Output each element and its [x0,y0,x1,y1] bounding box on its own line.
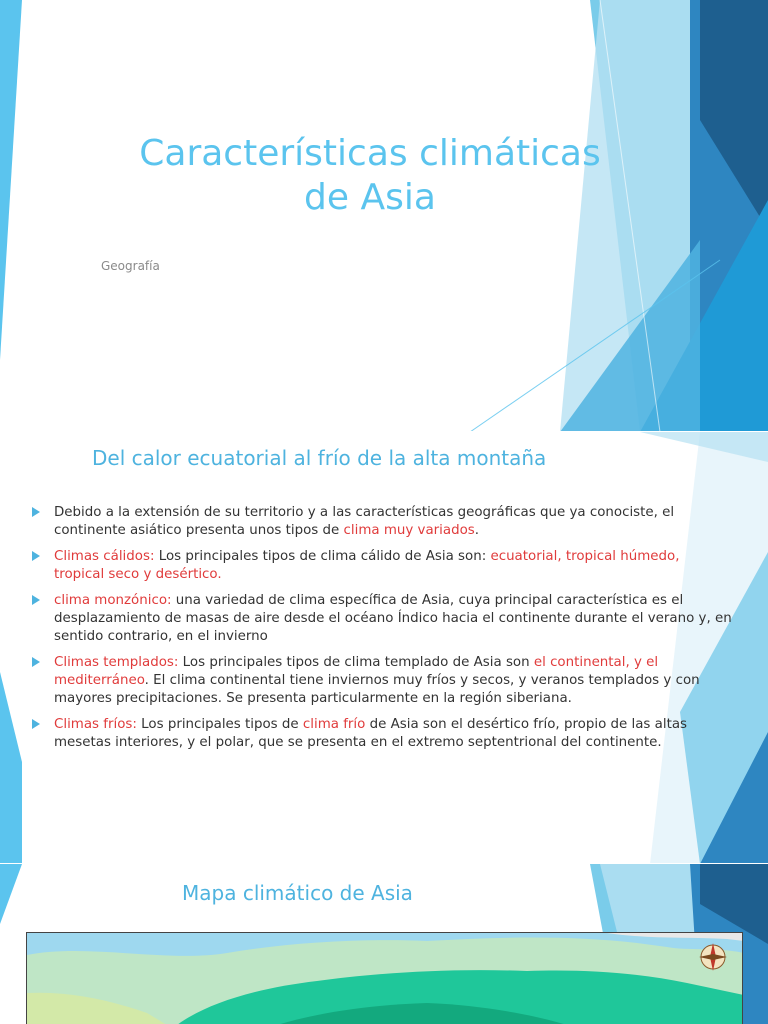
bullet-text: Los principales tipos de clima templado de Asia son [178,655,534,670]
content-slide [0,432,768,864]
bullet-item [32,654,732,708]
bullet-arrow-icon [32,719,40,729]
bullet-arrow-icon [32,507,40,517]
highlighted-text: clima frío [302,717,366,732]
bullet-text: Los principales tipos de clima cálido de Asia son: [154,549,491,564]
bullet-text: Debido a la extensión de su territorio y a las características geográficas que ya conociste, el continente asiático presenta unos tipos de [54,505,675,538]
slide-title [100,132,640,220]
highlighted-text: ecuatorial, tropical húmedo, tropical seco y desértico. [54,549,680,582]
title-line-1: Características climáticas [139,133,601,174]
bullet-text: . El clima continental tiene inviernos muy fríos y secos, y veranos templados y con mayores precipitaciones. Se presenta particularmente en la región siberiana. [54,673,700,706]
bullet-text: una variedad de clima específica de Asia, cuya principal característica es el desplazamiento de masas de aire desde el océano Índico hacia el continente durante el verano y, en sentido contrario, en el invierno [54,593,732,644]
highlighted-text: clima monzónico: [54,593,172,608]
bullet-list [32,504,732,760]
title-slide [0,0,768,432]
climate-map-image [27,933,743,1024]
bullet-arrow-icon [32,595,40,605]
highlighted-text: Climas fríos: [54,717,137,732]
highlighted-text: Climas cálidos: [54,549,155,564]
highlighted-text: clima muy variados [343,523,475,538]
left-stripe [0,864,22,924]
bullet-text: Los principales tipos de [136,717,303,732]
bullet-item [32,548,732,584]
bullet-text: . [474,523,480,538]
highlighted-text: Climas templados: [54,655,179,670]
bullet-arrow-icon [32,657,40,667]
bullet-arrow-icon [32,551,40,561]
map-slide [0,864,768,1024]
section-heading: Del calor ecuatorial al frío de la alta montaña [92,446,547,470]
highlighted-text: el continental, y el mediterráneo [54,655,659,688]
left-stripe [0,0,22,360]
bullet-item [32,592,732,646]
map-heading: Mapa climático de Asia [182,881,413,905]
title-line-2: de Asia [304,177,436,218]
bullet-text: de Asia son el desértico frío, propio de las altas mesetas interiores, y el polar, que se presenta en el extremo septentrional del continente. [54,717,688,750]
climate-map [26,932,743,1024]
bullet-item [32,504,732,540]
bullet-item [32,716,732,752]
slide-subtitle: Geografía [101,259,160,273]
